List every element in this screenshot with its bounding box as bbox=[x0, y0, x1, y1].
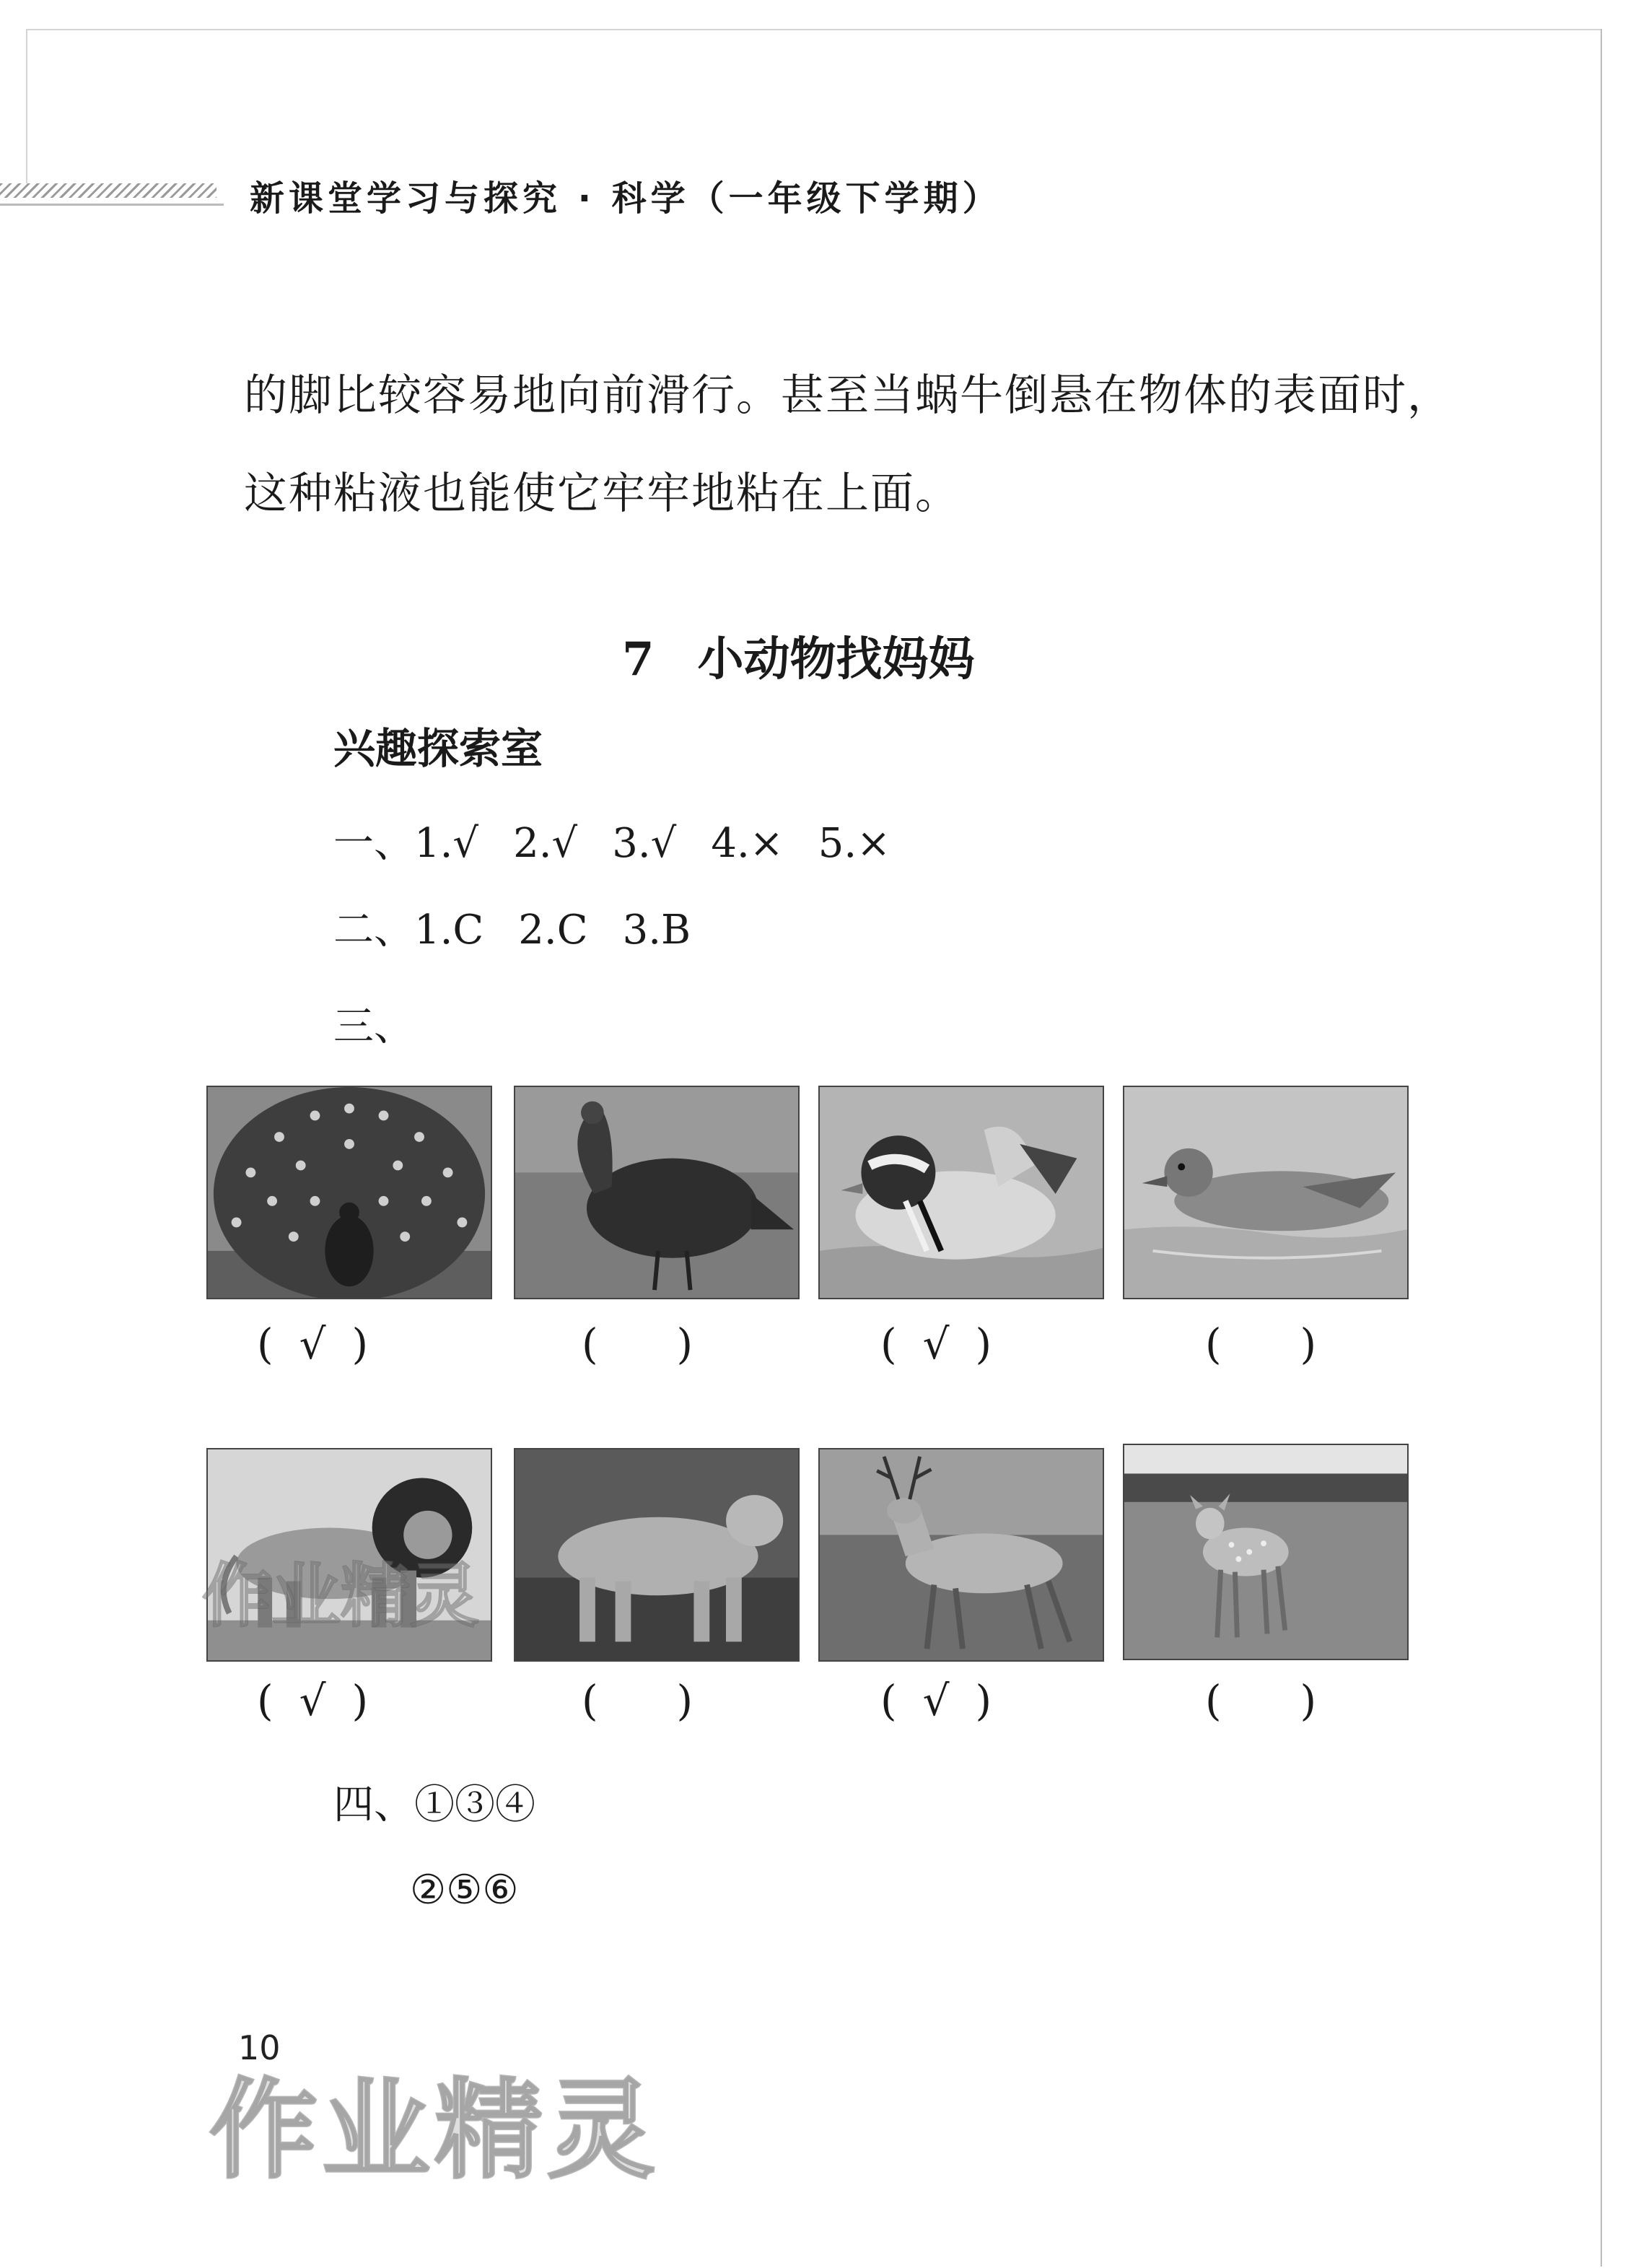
answer-paren-6: ( ) bbox=[582, 1676, 693, 1725]
answer-item: 5.× bbox=[818, 820, 891, 867]
answer-mark: √ bbox=[922, 1676, 950, 1725]
photo-peahen bbox=[514, 1086, 800, 1299]
answer-item: 2.√ bbox=[513, 820, 578, 867]
page-border-top bbox=[26, 29, 1602, 30]
answer-item: 2.C bbox=[518, 907, 588, 954]
answer-part-1 bbox=[333, 811, 925, 869]
answer-part-4 bbox=[333, 1773, 535, 1831]
photo-peacock bbox=[206, 1086, 492, 1299]
answer-paren-1: ( √ ) bbox=[257, 1320, 369, 1369]
answer-item: 3.√ bbox=[612, 820, 677, 867]
chapter-number: 7 bbox=[622, 632, 655, 686]
page-border-left bbox=[26, 29, 27, 188]
answer-paren-4: ( ) bbox=[1205, 1320, 1317, 1369]
answer-part-2 bbox=[333, 898, 725, 956]
answer-part-3 bbox=[333, 995, 414, 1052]
page-number: 10 bbox=[238, 2028, 281, 2067]
body-text-line-1: 的脚比较容易地向前滑行。甚至当蜗牛倒悬在物体的表面时， bbox=[244, 370, 1452, 421]
photo-lioness bbox=[514, 1448, 800, 1662]
chapter-heading bbox=[622, 622, 975, 689]
header-rule bbox=[0, 204, 224, 206]
part-4-label: 四、 bbox=[333, 1781, 414, 1828]
answer-item: 1.√ bbox=[414, 820, 479, 867]
part-3-label: 三、 bbox=[333, 1003, 414, 1050]
body-text-line-2: 这种粘液也能使它牢牢地粘在上面。 bbox=[244, 468, 960, 519]
header-hatch-decoration bbox=[0, 183, 216, 198]
photo-mandarin-duck-male bbox=[818, 1086, 1104, 1299]
answer-item: 4.× bbox=[711, 820, 784, 867]
photo-mandarin-duck-female bbox=[1123, 1086, 1409, 1299]
answer-item: 1.C bbox=[414, 907, 484, 954]
running-header: 新课堂学习与探究 · 科学（一年级下学期） bbox=[250, 178, 1002, 219]
part-2-label: 二、 bbox=[333, 907, 414, 954]
part-1-label: 一、 bbox=[333, 820, 414, 867]
answer-paren-5: ( √ ) bbox=[257, 1676, 369, 1725]
watermark-logo: 作业精灵 bbox=[209, 2068, 660, 2194]
chapter-title: 小动物找妈妈 bbox=[697, 632, 975, 686]
answer-paren-7: ( √ ) bbox=[880, 1676, 992, 1725]
answer-mark: √ bbox=[922, 1320, 950, 1369]
section-title: 兴趣探索室 bbox=[333, 724, 543, 773]
answer-group-1: ①③④ bbox=[414, 1781, 535, 1828]
answer-item: 3.B bbox=[622, 907, 691, 954]
page-border-right bbox=[1601, 29, 1602, 2267]
photo-fawn bbox=[1123, 1444, 1409, 1660]
watermark-overlay: 作业精灵 bbox=[202, 1556, 479, 1636]
answer-mark: √ bbox=[299, 1676, 326, 1725]
answer-mark: √ bbox=[299, 1320, 326, 1369]
answer-paren-2: ( ) bbox=[582, 1320, 693, 1369]
answer-part-4-line-2: ②⑤⑥ bbox=[410, 1867, 519, 1914]
photo-stag bbox=[818, 1448, 1104, 1662]
answer-paren-8: ( ) bbox=[1205, 1676, 1317, 1725]
answer-paren-3: ( √ ) bbox=[880, 1320, 992, 1369]
